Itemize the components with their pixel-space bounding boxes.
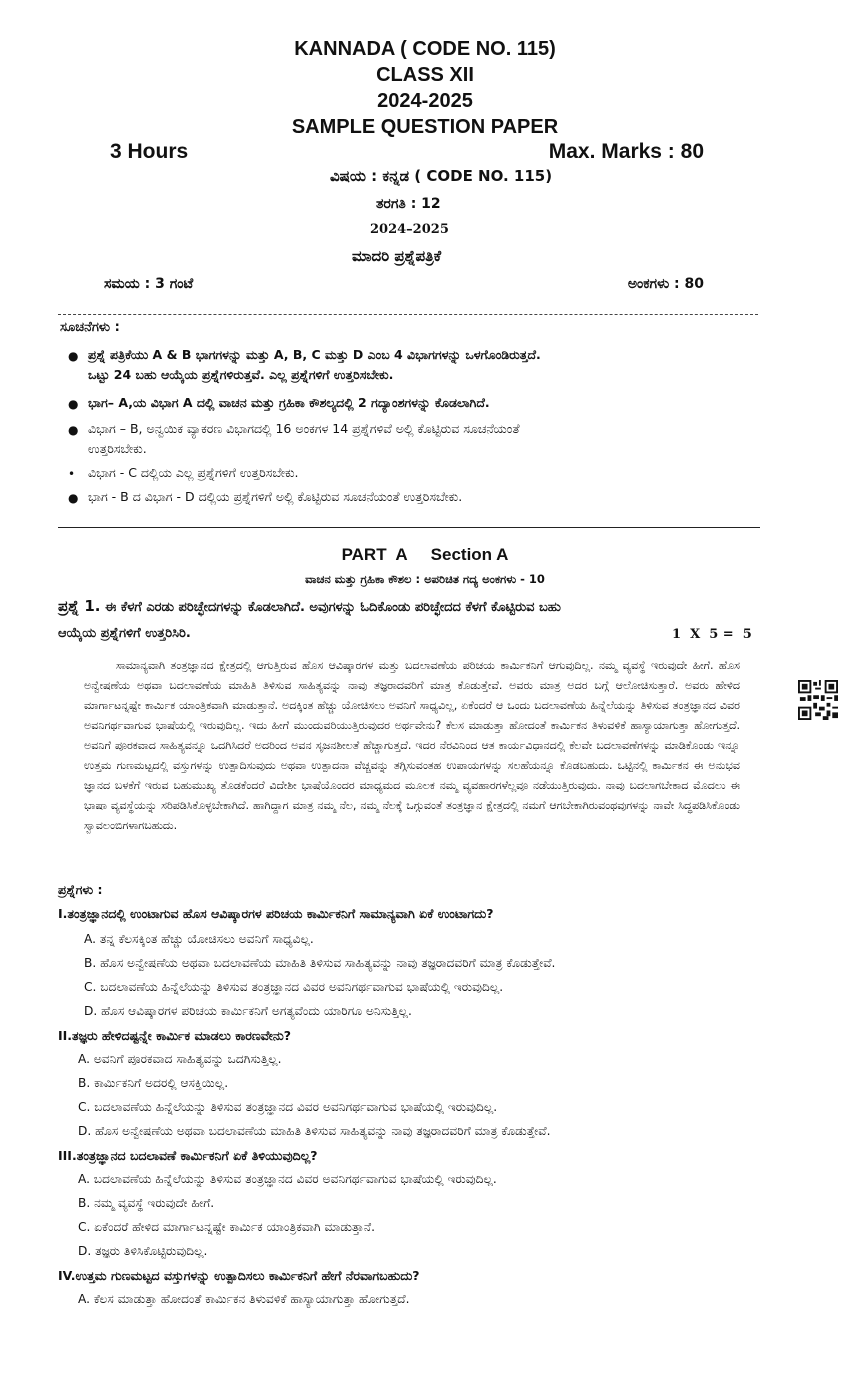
instruction-item: • ವಿಭಾಗ - C ದಲ್ಲಿಯ ಎಲ್ಲ ಪ್ರಶ್ನೆಗಳಿಗೆ ಉತ್ತರಿಸಬೇಕು.: [68, 465, 299, 481]
question-3-text: III.ತಂತ್ರಜ್ಞಾನದ ಬದಲಾವಣೆ ಕಾರ್ಮಿಕನಿಗೆ ಏಕೆ ತಿಳಿಯುವುದಿಲ್ಲ?: [58, 1148, 318, 1163]
question-3-option-a: A. ಬದಲಾವಣೆಯ ಹಿನ್ನೆಲೆಯನ್ನು ತಿಳಿಸುವ ತಂತ್ರಜ್ಞಾನದ ವಿವರ ಅವನಿಗರ್ಥವಾಗುವ ಭಾಷೆಯಲ್ಲಿ ಇರುವುದಿಲ್ಲ.: [78, 1172, 497, 1186]
question-3-option-d: D. ತಜ್ಞರು ತಿಳಿಸಿಕೊಟ್ಟಿರುವುದಿಲ್ಲ.: [78, 1244, 208, 1258]
question-2-option-b: B. ಕಾರ್ಮಿಕನಿಗೆ ಅದರಲ್ಲಿ ಆಸಕ್ತಿಯಿಲ್ಲ.: [78, 1076, 229, 1090]
year-title: 2024-2025: [377, 90, 473, 112]
question1-text-line2: ಆಯ್ಕೆಯ ಪ್ರಶ್ನೆಗಳಿಗೆ ಉತ್ತರಿಸಿರಿ.: [58, 626, 191, 641]
qr-code-icon: [798, 680, 838, 720]
class-title: CLASS XII: [376, 64, 474, 86]
instruction-item: ಒಟ್ಟು 24 ಬಹು ಆಯ್ಕೆಯ ಪ್ರಶ್ನೆಗಳಿರುತ್ತವೆ. ಎಲ್ಲ ಪ್ರಶ್ನೆಗಳಿಗೆ ಉತ್ತರಿಸಬೇಕು.: [88, 367, 394, 382]
question-2-option-d: D. ಹೊಸ ಅನ್ವೇಷಣೆಯ ಅಥವಾ ಬದಲಾವಣೆಯ ಮಾಹಿತಿ ತಿಳಿಸುವ ಸಾಹಿತ್ಯವನ್ನು ನಾವು ತಜ್ಞರಾದವರಿಗೆ ಮಾತ್ರ ಕೊಡುತ್ತೇವೆ.: [78, 1124, 551, 1138]
question1-text: ಪ್ರಶ್ನೆ 1. ಈ ಕೆಳಗೆ ಎರಡು ಪರಿಚ್ಛೇದಗಳನ್ನು ಕೊಡಲಾಗಿದೆ. ಅವುಗಳನ್ನು ಓದಿಕೊಂಡು ಪರಿಚ್ಛೇದದ ಕೆಳಗೆ ಕೊಟ್ಟಿರುವ ಬಹು: [58, 597, 561, 615]
question-3-option-c: C. ಏಕೆಂದರೆ ಹೇಳಿದ ಮಾರ್ಗಾಟನ್ನಷ್ಟೇ ಕಾರ್ಮಿಕ ಯಾಂತ್ರಿಕವಾಗಿ ಮಾಡುತ್ತಾನೆ.: [78, 1220, 375, 1234]
part-section-title: PART A Section A: [341, 545, 509, 564]
question-1-option-c: C. ಬದಲಾವಣೆಯ ಹಿನ್ನೆಲೆಯನ್ನು ತಿಳಿಸುವ ತಂತ್ರಜ್ಞಾನದ ವಿವರ ಅವನಿಗರ್ಥವಾಗುವ ಭಾಷೆಯಲ್ಲಿ ಇರುವುದಿಲ್ಲ.: [84, 980, 504, 994]
question1-label: ಪ್ರಶ್ನೆ 1.: [58, 597, 101, 615]
instructions-title: ಸೂಚನೆಗಳು :: [60, 320, 120, 335]
max-marks-label: Max. Marks : 80: [548, 140, 704, 163]
instruction-item: ಉತ್ತರಿಸಬೇಕು.: [88, 441, 147, 456]
question-4-text: IV.ಉತ್ತಮ ಗುಣಮಟ್ಟದ ವಸ್ತುಗಳನ್ನು ಉತ್ಪಾದಿಸಲು ಕಾರ್ಮಿಕನಿಗೆ ಹೇಗೆ ನೆರವಾಗಬಹುದು?: [58, 1268, 420, 1283]
question-1-text: I.ತಂತ್ರಜ್ಞಾನದಲ್ಲಿ ಉಂಟಾಗುವ ಹೊಸ ಆವಿಷ್ಕಾರಗಳ ಪರಿಚಯ ಕಾರ್ಮಿಕನಿಗೆ ಸಾಮಾನ್ಯವಾಗಿ ಏಕೆ ಉಂಟಾಗದು?: [58, 906, 494, 921]
instruction-item: ● ವಿಭಾಗ – B, ಅನ್ವಯಿಕ ವ್ಯಾಕರಣ ವಿಭಾಗದಲ್ಲಿ 16 ಅಂಕಗಳ 14 ಪ್ರಶ್ನೆಗಳಿವೆ ಅಲ್ಲಿ ಕೊಟ್ಟಿರುವ ಸೂಚನೆಯಂತೆ: [68, 421, 520, 437]
reading-passage: ಸಾಮಾನ್ಯವಾಗಿ ತಂತ್ರಜ್ಞಾನದ ಕ್ಷೇತ್ರದಲ್ಲಿ ಆಗುತ್ತಿರುವ ಹೊಸ ಆವಿಷ್ಕಾರಗಳ ಮತ್ತು ಬದಲಾವಣೆಯ ಪರಿಚಯ ಕಾರ್ಮಿಕನಿಗೆ ಆಗುವುದಿಲ್ಲ. ನಮ್ಮ ವ್ಯವಸ್ಥೆ ಇರುವುದೇ ಹೀಗೆ. ಹೊಸ ಅನ್ವೇಷಣೆಯ ಅಥವಾ ಬದಲಾವಣೆಯ ಮಾಹಿತಿ ತಿಳಿಸುವ ಸಾಹಿತ್ಯವನ್ನು ನಾವು ತಜ್ಞರಾದವರಿಗೆ ಮಾತ್ರ ಕೊಡುತ್ತೇವೆ. ಅವರು ಮಾತ್ರ ಅದರ ಬಗ್ಗೆ ಆಲೋಚಿಸುತ್ತಾರೆ. ಅವರು ಹೇಳಿದ ಮಾರ್ಗಾಟನ್ನಷ್ಟೇ ಕಾರ್ಮಿಕ ಯಾಂತ್ರಿಕವಾಗಿ ಮಾಡುತ್ತಾನೆ. ಅದಕ್ಕಿಂತ ಹೆಚ್ಚು ಯೋಚಿಸಲು ಅವನಿಗೆ ಸಾಧ್ಯವಿಲ್ಲ, ಏಕೆಂದರೆ ಆ ಒಂದು ಬದಲಾವಣೆಯ ಹಿನ್ನೆಲೆಯನ್ನು ತಿಳಿಸುವ ತಂತ್ರಜ್ಞಾನದ ವಿವರ ಅವನಿಗರ್ಥವಾಗುವ ಭಾಷೆಯಲ್ಲಿ ಇರುವುದಿಲ್ಲ. ಇದು ಹೀಗೆ ಮುಂದುವರಿಯುತ್ತಿರುವುದರ ಅರ್ಥವೇನು? ಕೆಲಸ ಮಾಡುತ್ತಾ ಹೋದಂತೆ ಕಾರ್ಮಿಕನ ತಿಳುವಳಿಕೆ ಹಾಸ್ಯಾಯಾಗುತ್ತಾ ಹೋಗುತ್ತದೆ. ಅವನಿಗೆ ಪೂರಕವಾದ ಸಾಹಿತ್ಯವನ್ನೂ ಒದಗಿಸಿದರೆ ಅದರಿಂದ ಅವನ ಸೃಜನಶೀಲತೆ ಹೆಚ್ಚಾಗುತ್ತದೆ. ಇದರ ನೆರವಿನಿಂದ ಆತ ಕಾರ್ಯವಿಧಾನದಲ್ಲಿ ಕೆಲವೇ ಬದಲಾವಣೆಗಳನ್ನು ಮಾಡಿಕೊಂಡು ಇನ್ನೂ ಉತ್ತಮ ಗುಣಮಟ್ಟದಲ್ಲಿ ವಸ್ತುಗಳನ್ನು ಉತ್ಪಾದಿಸುವುದು ಅಥವಾ ಉತ್ಪಾದನಾ ವೆಚ್ಚವನ್ನು ತಗ್ಗಿಸುವಂತಹ ಉಪಾಯಗಳನ್ನು ಸಲಹೆಯನ್ನೂ ಕೊಡಬಹುದು. ಒಟ್ಟಿನಲ್ಲಿ ಕಾರ್ಮಿಕನ ಈ ಅನುಭವ ಜ್ಞಾನದ ಬಳಕೆಗೆ ಇರುವ ಬಹುಮುಖ್ಯ ತೊಡಕೆಂದರೆ ವಿದೇಶೀ ಭಾಷೆಯೊಂದರ ಮಾಧ್ಯಮದ ಮೂಲಕ ನಮ್ಮ ವ್ಯವಹಾರಗಳೆಲ್ಲವೂ ನಡೆಯುತ್ತಿರುವುದು. ನಾವು ಬದಲಾಗಬೇಕಾದ ಮೊದಲು ಈ ಭಾಷಾ ವ್ಯವಸ್ಥೆಯನ್ನು ಸರಿಪಡಿಸಿಕೊಳ್ಳಬೇಕಾಗಿದೆ. ಹಾಗಿದ್ದಾಗ ಮಾತ್ರ ನಮ್ಮ ನೆಲ, ನಮ್ಮ ನೆಲಕ್ಕೆ ಒಗ್ಗುವಂತೆ ತಂತ್ರಜ್ಞಾನ ಕ್ಷೇತ್ರದಲ್ಲಿ ನಮಗೆ ಆಗಬೇಕಾಗಿರುವಂಥವುಗಳನ್ನು ನಾವೇ ಸಿದ್ಧಪಡಿಸಿಕೊಂಡು ಸ್ವಾವಲಂಬಿಗಳಾಗಬಹುದು.: [84, 659, 740, 832]
kn-year-title: 2024–2025: [370, 222, 449, 237]
instructions-divider: [58, 527, 760, 528]
question-1-option-b: B. ಹೊಸ ಅನ್ವೇಷಣೆಯ ಅಥವಾ ಬದಲಾವಣೆಯ ಮಾಹಿತಿ ತಿಳಿಸುವ ಸಾಹಿತ್ಯವನ್ನು ನಾವು ತಜ್ಞರಾದವರಿಗೆ ಮಾತ್ರ ಕೊಡುತ್ತೇವೆ.: [84, 956, 556, 970]
question-1-option-d: D. ಹೊಸ ಆವಿಷ್ಕಾರಗಳ ಪರಿಚಯ ಕಾರ್ಮಿಕನಿಗೆ ಅಗತ್ಯವೆಂದು ಯಾರಿಗೂ ಅನಿಸುತ್ತಿಲ್ಲ.: [84, 1004, 412, 1018]
questions-title: ಪ್ರಶ್ನೆಗಳು :: [58, 882, 103, 897]
question-2-option-a: A. ಅವನಿಗೆ ಪೂರಕವಾದ ಸಾಹಿತ್ಯವನ್ನು ಒದಗಿಸುತ್ತಿಲ್ಲ.: [78, 1052, 282, 1066]
question-2-option-c: C. ಬದಲಾವಣೆಯ ಹಿನ್ನೆಲೆಯನ್ನು ತಿಳಿಸುವ ತಂತ್ರಜ್ಞಾನದ ವಿವರ ಅವನಿಗರ್ಥವಾಗುವ ಭಾಷೆಯಲ್ಲಿ ಇರುವುದಿಲ್ಲ.: [78, 1100, 498, 1114]
question-4-option-a: A. ಕೆಲಸ ಮಾಡುತ್ತಾ ಹೋದಂತೆ ಕಾರ್ಮಿಕನ ತಿಳುವಳಿಕೆ ಹಾಸ್ಯಾಯಾಗುತ್ತಾ ಹೋಗುತ್ತದೆ.: [78, 1292, 410, 1306]
instructions-list: [64, 345, 764, 507]
header-divider: [58, 314, 758, 315]
kn-class-title: ತರಗತಿ : 12: [376, 196, 441, 212]
kn-paper-type-title: ಮಾದರಿ ಪ್ರಶ್ನೆಪತ್ರಿಕೆ: [352, 247, 442, 265]
subject-code-title: KANNADA ( CODE NO. 115): [294, 38, 556, 60]
question-1-option-a: A. ತನ್ನ ಕೆಲಸಕ್ಕಿಂತ ಹೆಚ್ಚು ಯೋಚಿಸಲು ಅವನಿಗೆ ಸಾಧ್ಯವಿಲ್ಲ.: [84, 932, 314, 946]
question1-marks: 1 X 5 = 5: [672, 627, 752, 642]
part-subtitle: ವಾಚನ ಮತ್ತು ಗ್ರಹಿಕಾ ಕೌಶಲ : ಅಪರಿಚಿತ ಗದ್ಯ ಅಂಕಗಳು - 10: [305, 572, 545, 586]
instruction-item: ● ಪ್ರಶ್ನೆ ಪತ್ರಿಕೆಯು A & B ಭಾಗಗಳನ್ನು ಮತ್ತು A, B, C ಮತ್ತು D ಎಂಬ 4 ವಿಭಾಗಗಳನ್ನು ಒಳಗೊಂಡಿರುತ್ತದೆ.: [68, 347, 541, 363]
instruction-item: ● ಭಾಗ - B ದ ವಿಭಾಗ - D ದಲ್ಲಿಯ ಪ್ರಶ್ನೆಗಳಿಗೆ ಅಲ್ಲಿ ಕೊಟ್ಟಿರುವ ಸೂಚನೆಯಂತೆ ಉತ್ತರಿಸಬೇಕು.: [68, 489, 463, 505]
kn-subject-title: ವಿಷಯ : ಕನ್ನಡ ( CODE NO. 115): [330, 167, 553, 185]
instruction-item: ● ಭಾಗ– A,ಯ ವಿಭಾಗ A ದಲ್ಲಿ ವಾಚನ ಮತ್ತು ಗ್ರಹಿಕಾ ಕೌಶಲ್ಯದಲ್ಲಿ 2 ಗದ್ಯಾಂಶಗಳನ್ನು ಕೊಡಲಾಗಿದೆ.: [68, 395, 490, 411]
question-3-option-b: B. ನಮ್ಮ ವ್ಯವಸ್ಥೆ ಇರುವುದೇ ಹೀಗೆ.: [78, 1196, 215, 1210]
kn-marks-label: ಅಂಕಗಳು : 80: [627, 276, 704, 292]
question-2-text: II.ತಜ್ಞರು ಹೇಳಿದಷ್ಟನ್ನೇ ಕಾರ್ಮಿಕ ಮಾಡಲು ಕಾರಣವೇನು?: [58, 1028, 292, 1043]
duration-label: 3 Hours: [110, 140, 189, 163]
kn-duration-label: ಸಮಯ : 3 ಗಂಟೆ: [104, 276, 194, 292]
paper-type-title: SAMPLE QUESTION PAPER: [291, 116, 559, 138]
